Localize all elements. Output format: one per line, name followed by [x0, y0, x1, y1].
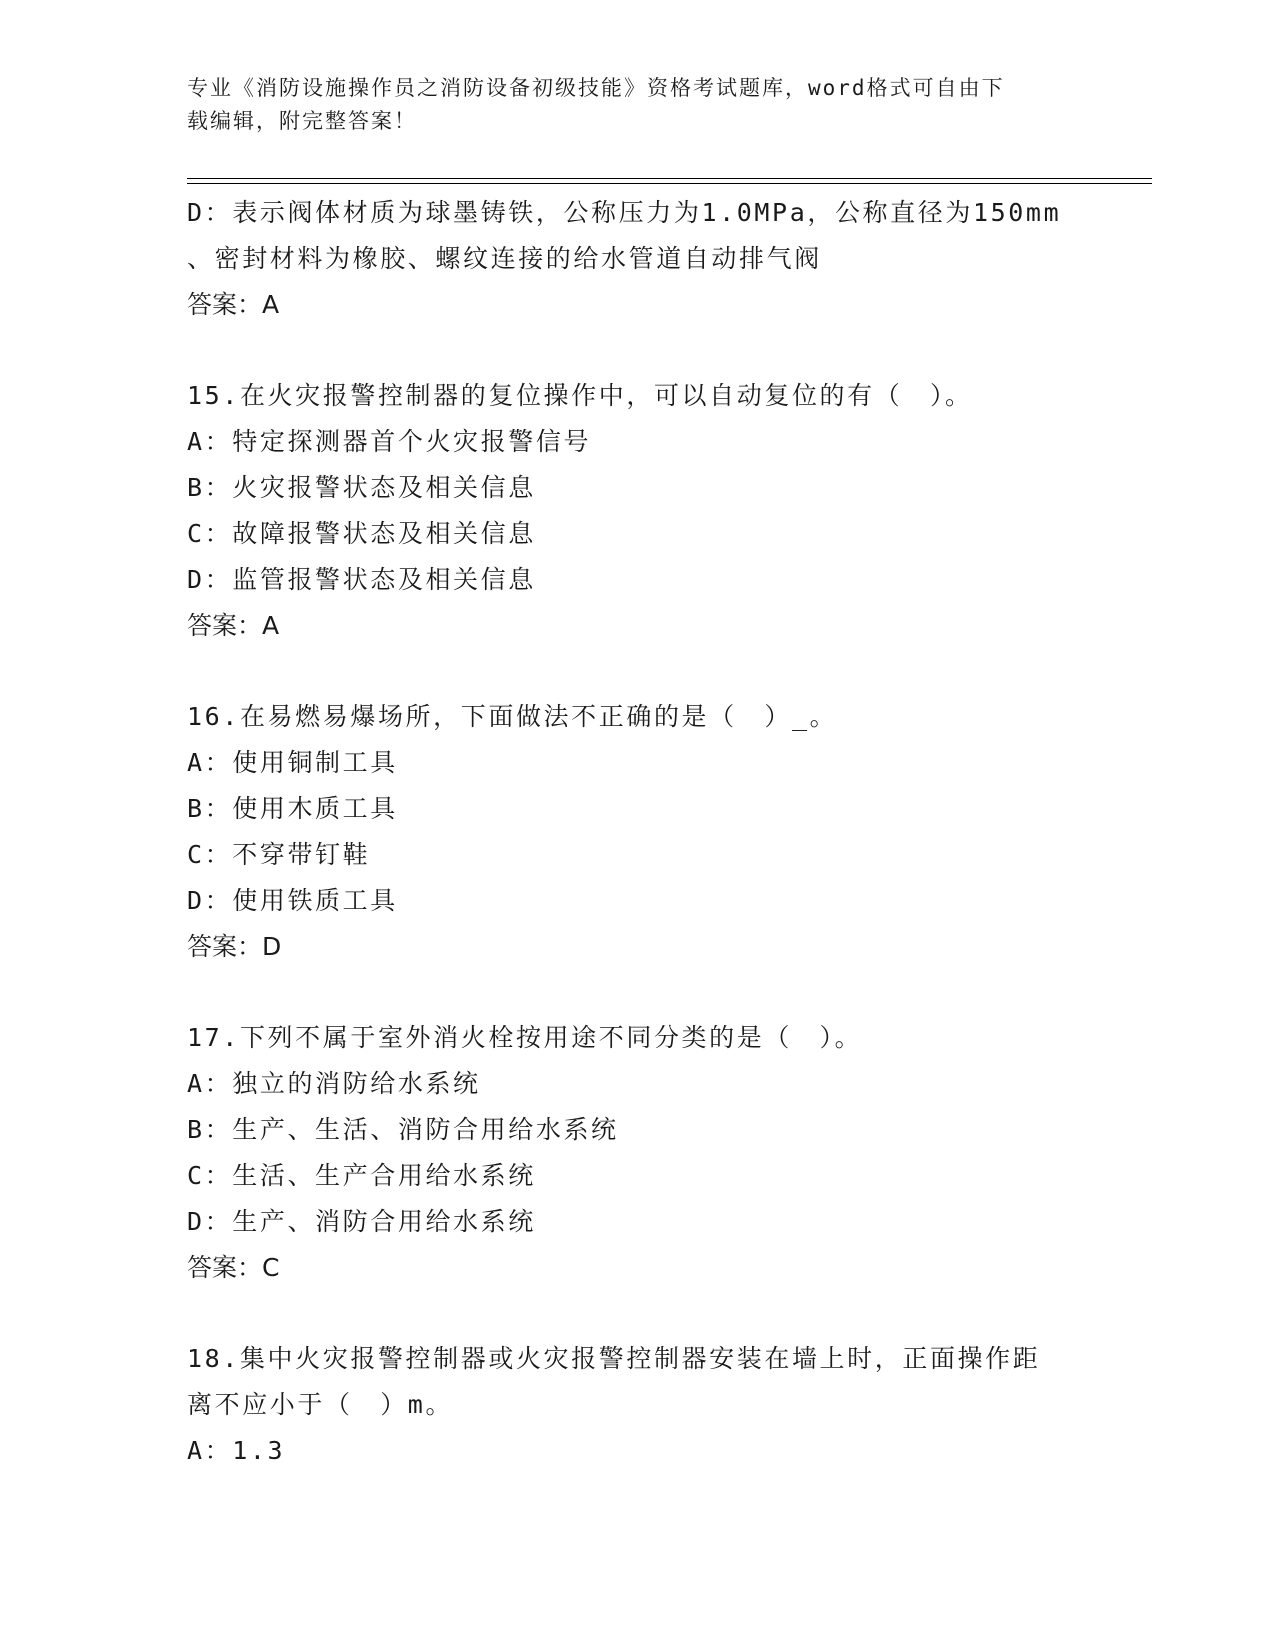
option-a: A：特定探测器首个火灾报警信号: [187, 427, 592, 456]
question-15: [187, 373, 1087, 649]
answer: 答案：C: [187, 1253, 280, 1282]
header-line-2: 载编辑，附完整答案！: [187, 109, 417, 133]
option-b: B：火灾报警状态及相关信息: [187, 473, 536, 502]
header-rule-bottom: [187, 183, 1152, 184]
question-16: [187, 694, 1087, 970]
option-c: C：生活、生产合用给水系统: [187, 1161, 536, 1190]
option-b: B：使用木质工具: [187, 794, 398, 823]
answer: 答案：D: [187, 932, 282, 961]
continued-question: [187, 190, 1087, 328]
question-18: [187, 1336, 1087, 1474]
document-header: [187, 72, 1077, 138]
option-a: A：独立的消防给水系统: [187, 1069, 481, 1098]
question-stem: 18.集中火灾报警控制器或火灾报警控制器安装在墙上时，正面操作距: [187, 1344, 1041, 1373]
answer: 答案：A: [187, 611, 280, 640]
option-c: C：不穿带钉鞋: [187, 840, 371, 869]
option-d: D：监管报警状态及相关信息: [187, 565, 536, 594]
option-d: D：表示阀体材质为球墨铸铁，公称压力为1.0MPa，公称直径为150mm: [187, 198, 1062, 227]
option-c: C：故障报警状态及相关信息: [187, 519, 536, 548]
question-stem-continued: 离不应小于（ ）m。: [187, 1390, 454, 1419]
option-d: D：使用铁质工具: [187, 886, 398, 915]
question-stem: 17.下列不属于室外消火栓按用途不同分类的是（ ）。: [187, 1023, 863, 1052]
answer: 答案：A: [187, 290, 280, 319]
header-line-1: 专业《消防设施操作员之消防设备初级技能》资格考试题库，word格式可自由下: [187, 76, 1005, 100]
option-a: A：1.3: [187, 1436, 286, 1465]
option-a: A：使用铜制工具: [187, 748, 398, 777]
header-rule-top: [187, 178, 1152, 179]
question-stem: 15.在火灾报警控制器的复位操作中，可以自动复位的有（ ）。: [187, 381, 973, 410]
option-d-continued: 、密封材料为橡胶、螺纹连接的给水管道自动排气阀: [187, 244, 822, 273]
option-b: B：生产、生活、消防合用给水系统: [187, 1115, 619, 1144]
document-body: [187, 190, 1087, 1474]
option-d: D：生产、消防合用给水系统: [187, 1207, 536, 1236]
question-stem: 16.在易燃易爆场所，下面做法不正确的是（ ）_。: [187, 702, 838, 731]
question-17: [187, 1015, 1087, 1291]
